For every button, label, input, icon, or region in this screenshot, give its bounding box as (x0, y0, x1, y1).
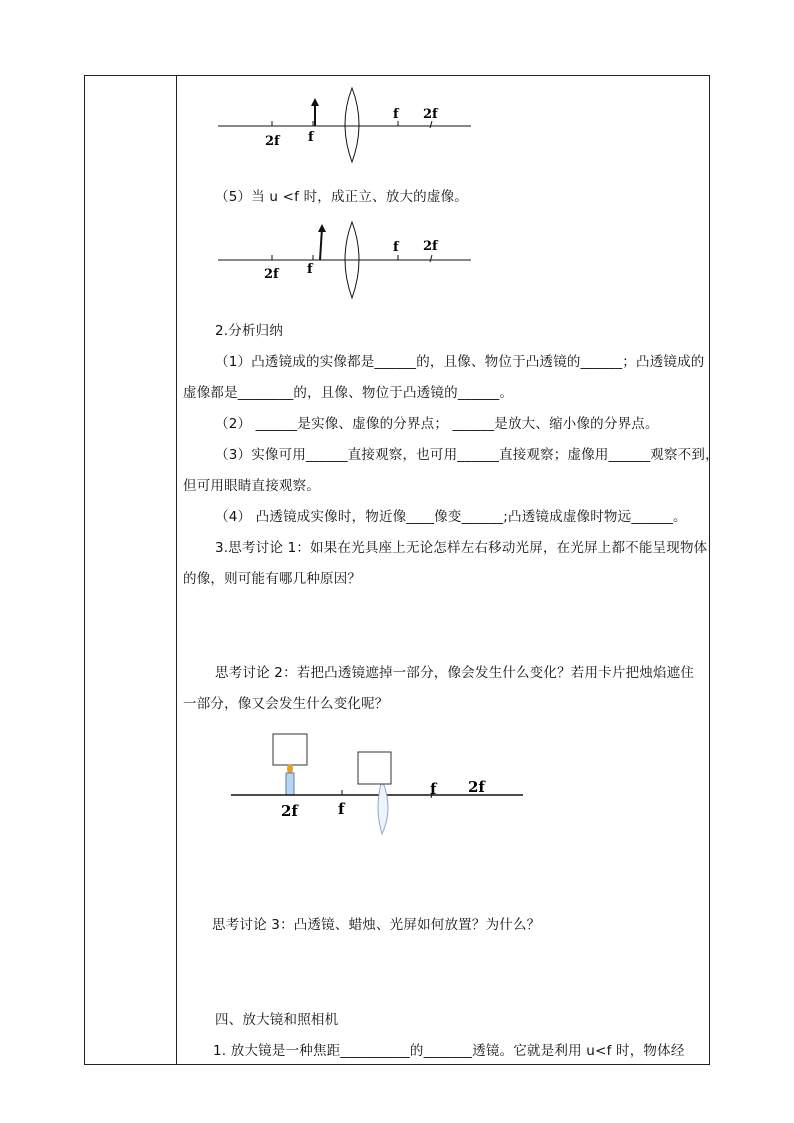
label-2f-left: 2f (264, 267, 279, 282)
analysis-1-line2: 虚像都是________的，且像、物位于凸透镜的______。 (183, 385, 514, 401)
analysis-1-line1: （1）凸透镜成的实像都是______的，且像、物位于凸透镜的______；凸透镜成的 (215, 354, 705, 370)
label-2f-right: 2f (468, 778, 485, 796)
analysis-heading: 2.分析归纳 (215, 323, 284, 339)
discussion-1-line1: 3.思考讨论 1：如果在光具座上无论怎样左右移动光屏，在光屏上都不能呈现物体 (215, 540, 708, 556)
card-over-lens (358, 752, 391, 784)
object-arrow (320, 228, 322, 260)
convex-lens (378, 780, 388, 834)
label-f-right: f (393, 107, 399, 122)
discussion-2-line1: 思考讨论 2：若把凸透镜遮掉一部分，像会发生什么变化？若用卡片把烛焰遮住 (215, 665, 695, 681)
card-over-flame (273, 734, 307, 765)
convex-lens (345, 88, 359, 162)
analysis-4: （4） 凸透镜成实像时，物近像____像变______;凸透镜成虚像时物远______。 (215, 509, 687, 525)
label-2f-right: 2f (423, 239, 438, 254)
discussion-1-line2: 的像，则可能有哪几种原因？ (183, 571, 362, 587)
discussion-3: 思考讨论 3：凸透镜、蜡烛、光屏如何放置？为什么？ (212, 917, 541, 933)
label-f-left: f (307, 262, 313, 277)
label-f-left: f (308, 130, 314, 145)
item-5-text: （5）当 u <f 时，成正立、放大的虚像。 (215, 189, 468, 205)
lens-diagram-2 (215, 220, 475, 300)
label-2f-left: 2f (281, 802, 298, 820)
label-f-right: f (393, 240, 399, 255)
label-2f-left: 2f (265, 134, 280, 149)
label-2f-right: 2f (423, 107, 438, 122)
discussion-2-line2: 一部分，像又会发生什么变化呢？ (183, 696, 389, 712)
analysis-2: （2） ______是实像、虚像的分界点； ______是放大、缩小像的分界点。 (215, 416, 659, 432)
label-f-right: f (430, 780, 437, 798)
lens-diagram-1 (215, 86, 475, 164)
candle-lens-diagram (228, 730, 528, 840)
section-4-heading: 四、放大镜和照相机 (215, 1012, 339, 1028)
section-4-item-1: 1. 放大镜是一种焦距__________的_______透镜。它就是利用 u<f 时，物体经 (213, 1043, 685, 1059)
analysis-3-line2: 但可用眼睛直接观察。 (183, 478, 320, 494)
column-divider (176, 75, 177, 1065)
candle-icon (286, 773, 294, 795)
label-f-left: f (338, 800, 345, 818)
analysis-3-line1: （3）实像可用______直接观察，也可用______直接观察；虚像用______观察不到， (215, 447, 719, 463)
